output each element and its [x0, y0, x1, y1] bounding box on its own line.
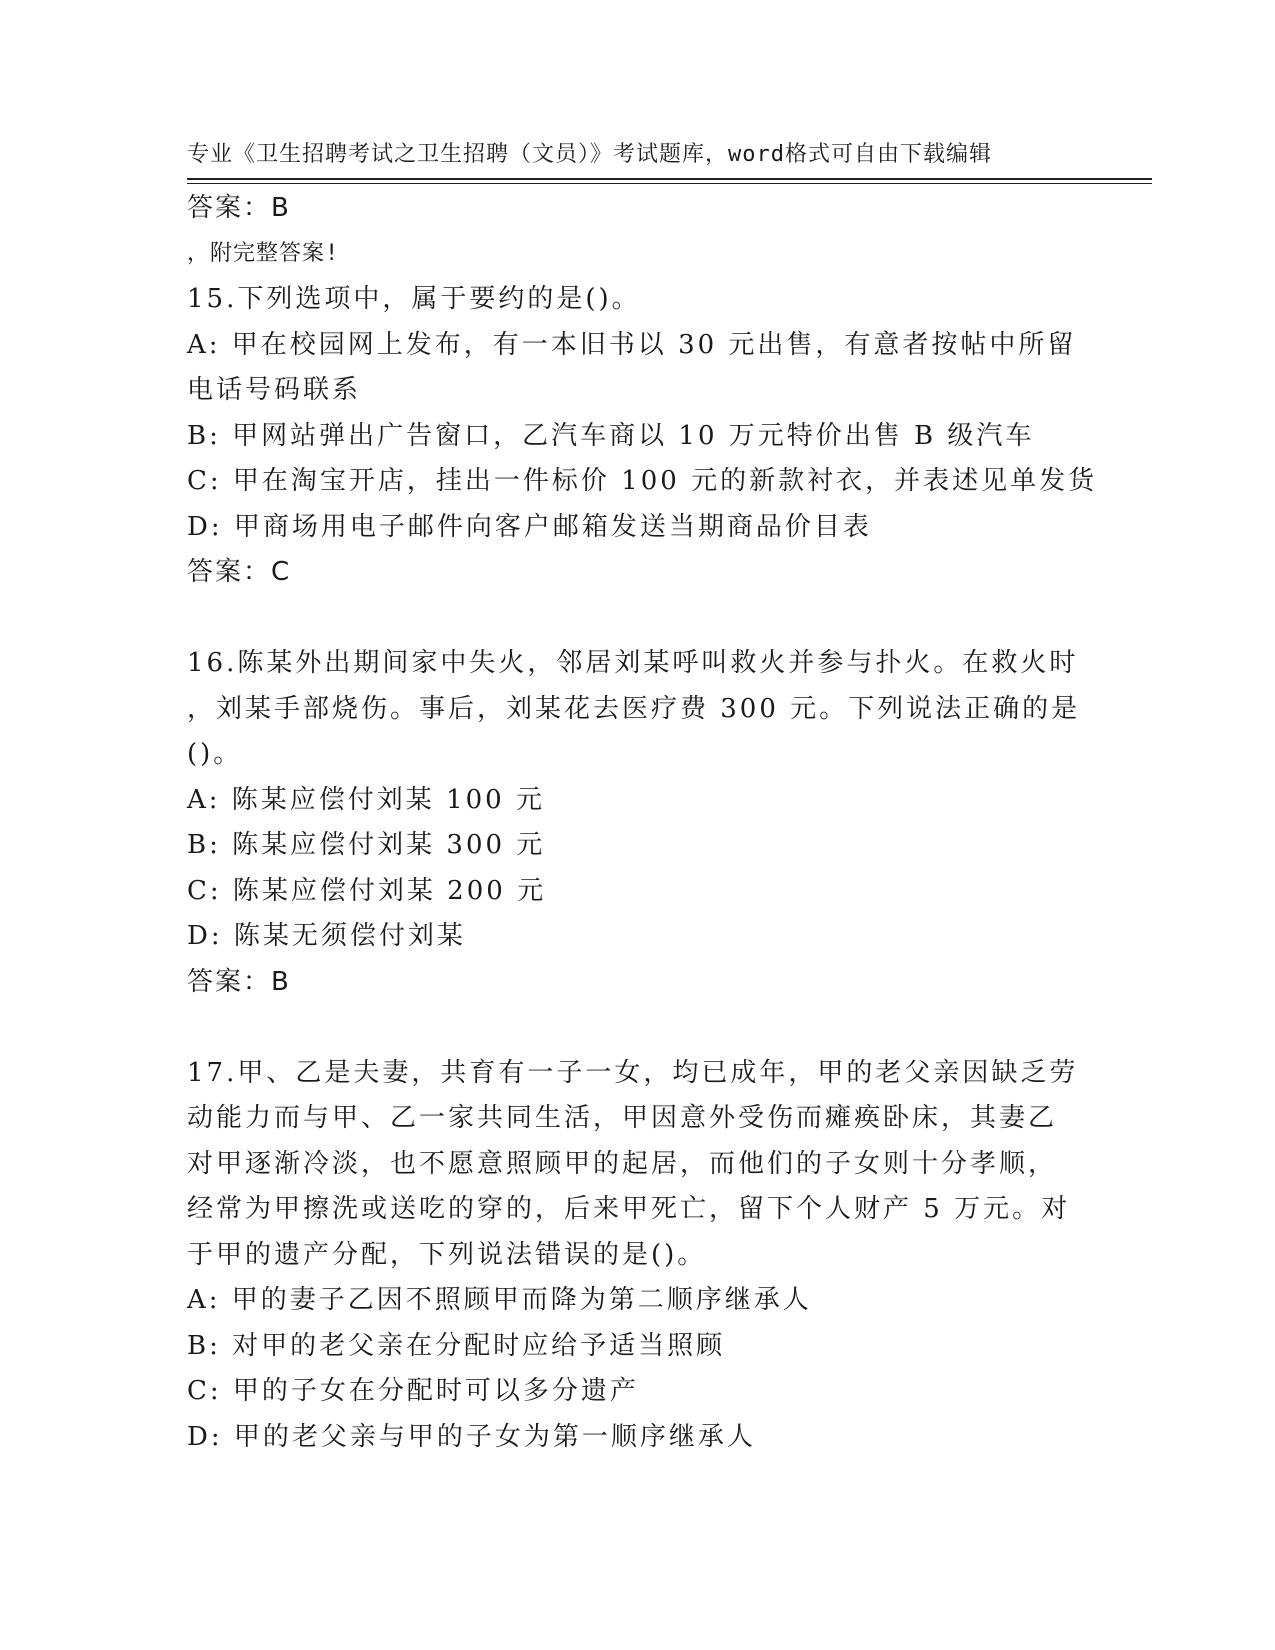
header-line-2: ，附完整答案! — [187, 241, 340, 266]
question-stem-continued: 于甲的遗产分配，下列说法错误的是()。 — [187, 1239, 707, 1270]
answer-previous: 答案：B — [187, 193, 291, 223]
header-divider-thick — [187, 178, 1152, 180]
question-stem-continued: 动能力而与甲、乙一家共同生活，甲因意外受伤而瘫痪卧床，其妻乙 — [187, 1103, 1058, 1133]
option-a: A: 甲在校园网上发布，有一本旧书以 30 元出售，有意者按帖中所留 — [187, 329, 1077, 360]
option-a: A: 陈某应偿付刘某 100 元 — [187, 784, 545, 815]
question-stem-continued: 对甲逐渐冷淡，也不愿意照顾甲的起居，而他们的子女则十分孝顺， — [187, 1148, 1058, 1179]
answer: 答案：C — [187, 557, 292, 587]
spacer — [187, 232, 1087, 278]
question-stem-continued: 经常为甲擦洗或送吃的穿的，后来甲死亡，留下个人财产 5 万元。对 — [187, 1194, 1071, 1224]
option-c: C: 陈某应偿付刘某 200 元 — [187, 875, 547, 906]
option-d: D: 甲商场用电子邮件向客户邮箱发送当期商品价目表 — [187, 511, 872, 542]
header-line-1: 专业《卫生招聘考试之卫生招聘（文员）》考试题库，word格式可自由下载编辑 — [187, 142, 992, 167]
option-c: C: 甲在淘宝开店，挂出一件标价 100 元的新款衬衣，并表述见单发货 — [187, 466, 1098, 496]
spacer — [187, 1005, 1087, 1051]
question-stem: 15.下列选项中，属于要约的是()。 — [187, 284, 641, 314]
document-body — [187, 186, 1098, 1460]
question-16 — [187, 641, 1087, 1005]
option-b: B: 陈某应偿付刘某 300 元 — [187, 830, 546, 860]
spacer — [187, 596, 1087, 642]
answer: 答案：B — [187, 966, 291, 997]
option-a-continued: 电话号码联系 — [187, 375, 362, 405]
header-divider-thin — [187, 183, 1152, 184]
question-stem-continued: ，刘某手部烧伤。事后，刘某花去医疗费 300 元。下列说法正确的是 — [187, 693, 1081, 724]
question-17 — [187, 1051, 1087, 1461]
question-stem: 16.陈某外出期间家中失火，邻居刘某呼叫救火并参与扑火。在救火时 — [187, 648, 1079, 678]
option-b: B: 对甲的老父亲在分配时应给予适当照顾 — [187, 1330, 726, 1361]
option-b: B: 甲网站弹出广告窗口，乙汽车商以 10 万元特价出售 B 级汽车 — [187, 420, 1035, 451]
question-15 — [187, 277, 1098, 596]
option-c: C: 甲的子女在分配时可以多分遗产 — [187, 1376, 639, 1406]
question-stem-continued: ()。 — [187, 739, 243, 769]
option-d: D: 甲的老父亲与甲的子女为第一顺序继承人 — [187, 1421, 756, 1452]
question-stem: 17.甲、乙是夫妻，共育有一子一女，均已成年，甲的老父亲因缺乏劳 — [187, 1057, 1079, 1088]
option-d: D: 陈某无须偿付刘某 — [187, 921, 466, 951]
option-a: A: 甲的妻子乙因不照顾甲而降为第二顺序继承人 — [187, 1285, 812, 1315]
